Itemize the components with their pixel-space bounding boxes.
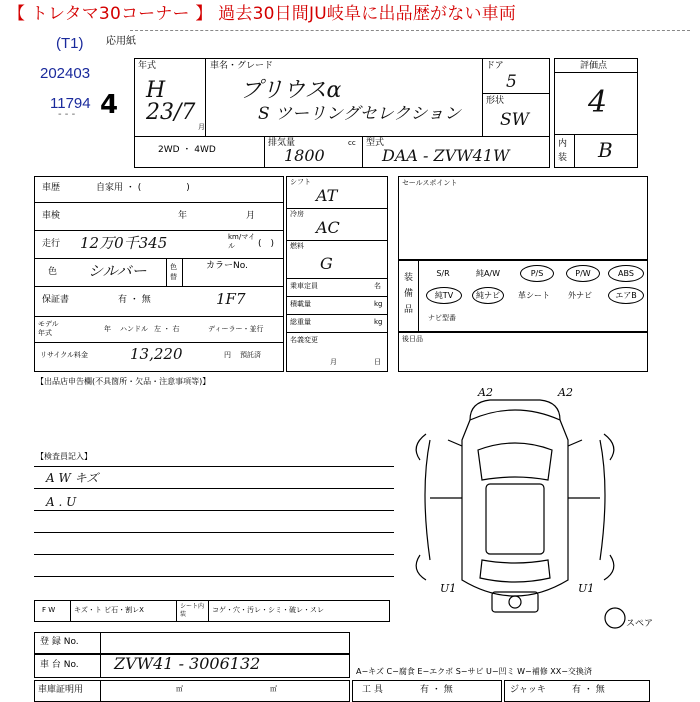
year-value: H 23/7 xyxy=(146,78,196,125)
jack-label: ジャッキ xyxy=(510,685,546,695)
weight-label: 総重量 xyxy=(290,318,311,326)
title-change-label: 名義変更 xyxy=(290,336,318,344)
recycle-deposit: 預託済 xyxy=(240,351,261,359)
handle-label: ハンドル xyxy=(120,325,148,333)
interior-label: 内装 xyxy=(558,139,568,163)
registration-box xyxy=(34,632,350,654)
year-label: 年式 xyxy=(138,61,157,71)
mileage-value: 12万0千345 xyxy=(80,234,168,252)
mark-u1-right: U1 xyxy=(578,582,595,595)
mark-a2-left: A2 xyxy=(478,386,493,399)
cc-unit: cc xyxy=(348,139,356,147)
inspector-note2: A . U xyxy=(46,495,77,509)
navi-model-label: ナビ型番 xyxy=(428,314,456,322)
model-year-label: モデル年式 xyxy=(38,320,59,337)
model-year-unit: 年 xyxy=(104,325,111,333)
shift-value: AT xyxy=(316,186,338,205)
load-unit: kg xyxy=(374,300,383,308)
door-label: ドア xyxy=(486,61,504,71)
ac-value: AC xyxy=(316,218,340,237)
equip-navi: 純ナビ xyxy=(472,287,504,304)
model-value: DAA - ZVW41W xyxy=(382,146,510,165)
banner-title: 【 トレタマ30コーナー 】 過去30日間JU岐阜に出品歴がない車両 xyxy=(8,4,517,24)
grade-value: S ツーリングセレクション xyxy=(258,104,462,124)
equipment-label: 装備品 xyxy=(404,273,414,315)
displacement-value: 1800 xyxy=(284,146,325,165)
equip-sr: S/R xyxy=(436,269,450,278)
stamp-line3: 11794 xyxy=(50,95,91,112)
recycle-unit: 円 xyxy=(224,351,231,359)
dealer-label: ディーラー・並行 xyxy=(208,325,264,333)
mileage-label: 走行 xyxy=(42,239,61,249)
jack-value: 有 ・ 無 xyxy=(572,685,605,695)
warranty-value: 有 ・ 無 xyxy=(118,295,151,305)
equip-airbag: エアB xyxy=(608,287,644,304)
top-left-number: 4 xyxy=(100,90,119,120)
mark-a2-right: A2 xyxy=(558,386,573,399)
displacement-label: 排気量 xyxy=(268,138,296,148)
inspection-label: 車検 xyxy=(42,211,61,221)
equip-tv: 純TV xyxy=(426,287,462,304)
mileage-paren: ( ) xyxy=(258,239,275,249)
drive-label: 2WD ・ 4WD xyxy=(158,145,216,155)
model-label: 型式 xyxy=(366,138,385,148)
chassis-value: ZVW41 - 3006132 xyxy=(114,654,261,673)
car-damage-diagram xyxy=(400,380,630,630)
fw-seat-label: シート内装 xyxy=(180,603,205,618)
top-faint-line xyxy=(130,30,690,31)
warranty-label: 保証書 xyxy=(42,295,70,305)
load-label: 積載量 xyxy=(290,300,311,308)
equip-ps: P/S xyxy=(520,265,554,282)
equip-pw: P/W xyxy=(566,265,600,282)
fuel-value: G xyxy=(320,254,333,273)
capacity-unit: 名 xyxy=(374,282,381,290)
tools-label: 工 具 xyxy=(362,685,383,695)
recycle-label: リサイクル料金 xyxy=(40,351,89,359)
cert-mark1: ㎡ xyxy=(176,685,183,693)
history-value: 自家用 ・ ( ) xyxy=(96,183,190,193)
spare-label: スペア xyxy=(626,619,654,629)
equip-ext-navi: 外ナビ xyxy=(568,291,592,300)
fw-seat-text: コゲ・穴・汚レ・シミ・破レ・スレ xyxy=(212,606,324,614)
score-label: 評価点 xyxy=(580,61,608,71)
registration-label: 登 録 No. xyxy=(40,637,79,647)
color-label: 色 xyxy=(48,267,58,277)
sales-point-box xyxy=(398,176,648,260)
form-title: 応用紙 xyxy=(106,36,136,47)
chassis-label: 車 台 No. xyxy=(40,660,79,670)
month-suffix: 月 xyxy=(198,123,205,131)
ac-label: 冷房 xyxy=(290,210,304,218)
fuel-label: 燃料 xyxy=(290,242,304,250)
inspection-month: 月 xyxy=(246,211,256,221)
sales-point-label: セールスポイント xyxy=(402,179,458,187)
equip-abs: ABS xyxy=(608,265,644,282)
color-change-label: 色替 xyxy=(170,263,177,281)
title-change-unit: 月 xyxy=(330,358,337,366)
inspection-year: 年 xyxy=(178,211,188,221)
weight-unit: kg xyxy=(374,318,383,326)
equip-alloy: 純A/W xyxy=(475,269,501,278)
stamp-line2: 202403 xyxy=(40,65,91,82)
fw-label: F W xyxy=(42,606,56,614)
shape-label: 形状 xyxy=(486,96,505,106)
tools-value: 有 ・ 無 xyxy=(420,685,453,695)
rear-seat-label: 後日品 xyxy=(402,335,423,343)
color-no-label: カラーNo. xyxy=(206,261,248,271)
fw-scratch-text: キズ・ト ビ石・割レX xyxy=(74,606,144,614)
equip-leather: 革シート xyxy=(518,291,550,300)
mark-u1-left: U1 xyxy=(440,582,457,595)
cert-label: 車庫証明用 xyxy=(38,685,84,695)
title-change-day: 日 xyxy=(374,358,381,366)
km-unit: km/マイル xyxy=(228,233,256,250)
color-no-value: 1F7 xyxy=(216,290,246,308)
handle-value: 左 ・ 右 xyxy=(154,325,180,333)
damage-legend: A−キズ C−腐食 E−エクボ S−サビ U−凹ミ W−補修 XX−交換済 xyxy=(356,667,592,676)
faint-dash: - - - xyxy=(58,109,76,120)
door-value: 5 xyxy=(506,72,517,92)
history-label: 車歴 xyxy=(42,183,61,193)
shift-label: シフト xyxy=(290,178,311,186)
name-label: 車名・グレード xyxy=(210,61,274,71)
score-value: 4 xyxy=(588,85,608,120)
name-value: プリウスα xyxy=(240,78,342,103)
stamp-line1: (T1) xyxy=(56,35,84,52)
rear-box xyxy=(398,332,648,372)
color-value: シルバー xyxy=(88,262,147,280)
interior-value: B xyxy=(598,138,613,162)
store-notice-label: 【出品店申告欄(不具箇所・欠品・注意事項等)】 xyxy=(36,377,211,386)
shape-value: SW xyxy=(500,110,530,130)
inspector-note1: A W キズ xyxy=(46,471,99,485)
recycle-value: 13,220 xyxy=(130,345,183,363)
cert-mark2: ㎡ xyxy=(270,685,277,693)
capacity-label: 乗車定員 xyxy=(290,282,318,290)
inspector-label: 【検査員記入】 xyxy=(36,452,92,461)
